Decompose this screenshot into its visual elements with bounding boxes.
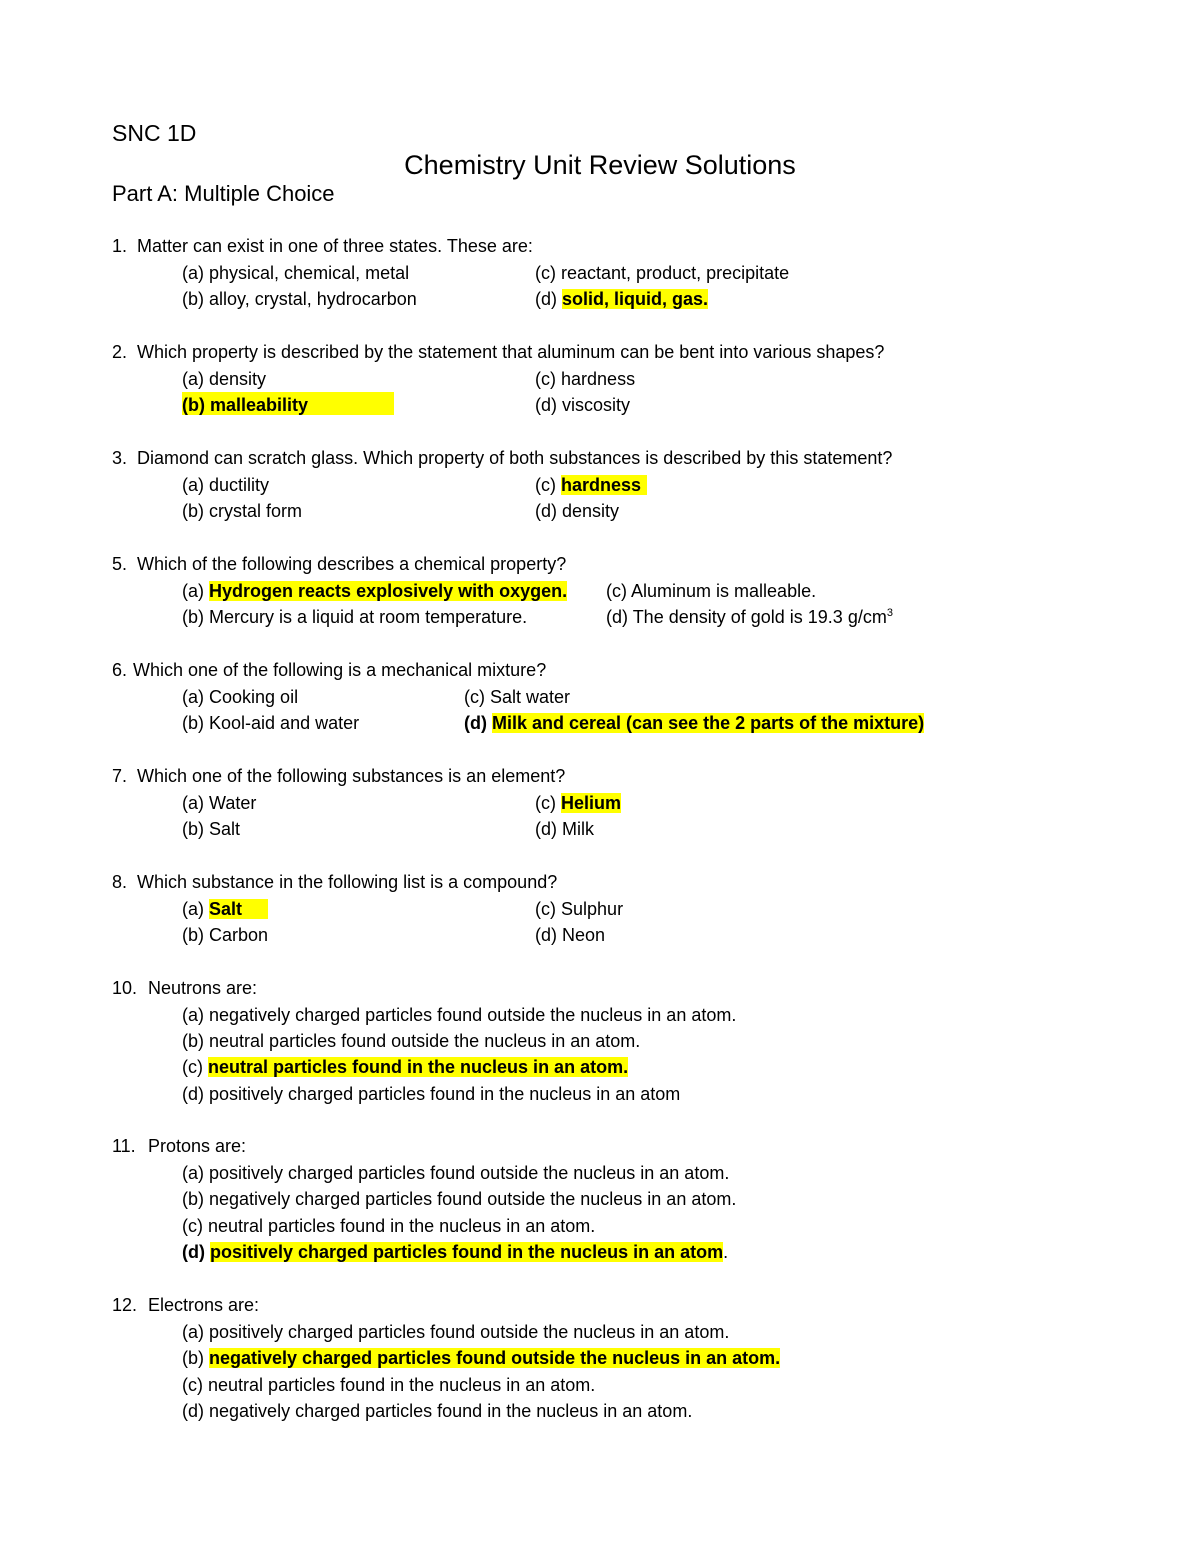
question-text: Electrons are: bbox=[148, 1295, 260, 1315]
option-d: (d) positively charged particles found in the nucleus in an atom bbox=[182, 1084, 681, 1104]
option-b-answer: (b) negatively charged particles found outside the nucleus in an atom. bbox=[182, 1348, 781, 1368]
option-c: (c) Salt water bbox=[464, 687, 571, 707]
option-c: (c) Sulphur bbox=[535, 899, 624, 919]
option-d: (d) negatively charged particles found in the nucleus in an atom. bbox=[182, 1401, 693, 1421]
page-title: Chemistry Unit Review Solutions bbox=[404, 150, 796, 180]
question-number: 2. bbox=[112, 342, 128, 362]
option-d-answer: (d) Milk and cereal (can see the 2 parts of the mixture) bbox=[464, 713, 925, 733]
option-a-answer: (a) Hydrogen reacts explosively with oxygen. bbox=[182, 581, 568, 601]
option-c-answer: (c) hardness bbox=[535, 476, 647, 494]
option-b: (b) alloy, crystal, hydrocarbon bbox=[182, 289, 417, 309]
question-number: 5. bbox=[112, 554, 128, 574]
option-d: (d) density bbox=[535, 501, 620, 521]
question-number: 10. bbox=[112, 978, 138, 998]
question-text: Which one of the following substances is an element? bbox=[137, 766, 566, 786]
option-b: (b) negatively charged particles found outside the nucleus in an atom. bbox=[182, 1189, 737, 1209]
option-c: (c) Aluminum is malleable. bbox=[606, 581, 817, 601]
question-number: 6. bbox=[112, 660, 128, 680]
option-d: (d) Milk bbox=[535, 819, 595, 839]
option-d: (d) Neon bbox=[535, 925, 606, 945]
question-number: 3. bbox=[112, 448, 128, 468]
superscript: 3 bbox=[886, 607, 893, 619]
option-c: (c) reactant, product, precipitate bbox=[535, 263, 790, 283]
option-d-answer: (d) positively charged particles found in the nucleus in an atom. bbox=[182, 1242, 729, 1262]
option-b: (b) Mercury is a liquid at room temperature. bbox=[182, 607, 528, 627]
option-a: (a) positively charged particles found outside the nucleus in an atom. bbox=[182, 1322, 730, 1342]
answer-highlight: Milk and cereal (can see the 2 parts of the mixture) bbox=[492, 713, 925, 733]
option-a: (a) ductility bbox=[182, 475, 270, 495]
answer-highlight: positively charged particles found in the nucleus in an atom bbox=[210, 1242, 724, 1262]
question-text: Which property is described by the statement that aluminum can be bent into various shapes? bbox=[137, 342, 885, 362]
answer-highlight: negatively charged particles found outside the nucleus in an atom. bbox=[209, 1348, 781, 1368]
section-heading: Part A: Multiple Choice bbox=[112, 181, 335, 206]
question-text: Protons are: bbox=[148, 1136, 247, 1156]
answer-highlight: Hydrogen reacts explosively with oxygen. bbox=[209, 581, 568, 601]
option-a: (a) Water bbox=[182, 793, 257, 813]
question-text: Diamond can scratch glass. Which property of both substances is described by this statement? bbox=[137, 448, 893, 468]
option-b: (b) Salt bbox=[182, 819, 241, 839]
option-b: (b) neutral particles found outside the nucleus in an atom. bbox=[182, 1031, 641, 1051]
question-text: Which of the following describes a chemical property? bbox=[137, 554, 567, 574]
answer-highlight: Helium bbox=[561, 793, 622, 813]
option-a: (a) density bbox=[182, 369, 267, 389]
answer-highlight: hardness bbox=[561, 475, 647, 495]
answer-highlight: neutral particles found in the nucleus in an atom. bbox=[208, 1057, 629, 1077]
option-d: (d) The density of gold is 19.3 $g/cm^3$ bbox=[606, 607, 893, 627]
option-b: (b) crystal form bbox=[182, 501, 303, 521]
course-code: SNC 1D bbox=[112, 120, 197, 146]
option-a: (a) negatively charged particles found outside the nucleus in an atom. bbox=[182, 1005, 737, 1025]
option-d-answer: (d) solid, liquid, gas. bbox=[535, 289, 709, 309]
answer-highlight: solid, liquid, gas. bbox=[562, 289, 709, 309]
question-number: 8. bbox=[112, 872, 128, 892]
option-c-answer: (c) Helium bbox=[535, 793, 622, 813]
option-a-answer: (a) Salt bbox=[182, 900, 268, 918]
option-b-answer: (b) malleability bbox=[182, 392, 394, 415]
answer-highlight: malleability bbox=[210, 395, 309, 415]
question-text: Which substance in the following list is a compound? bbox=[137, 872, 558, 892]
question-number: 1. bbox=[112, 236, 128, 256]
option-a: (a) Cooking oil bbox=[182, 687, 299, 707]
option-c: (c) neutral particles found in the nucleus in an atom. bbox=[182, 1375, 596, 1395]
question-number: 11. bbox=[112, 1136, 136, 1156]
option-a: (a) physical, chemical, metal bbox=[182, 263, 410, 283]
question-text: Neutrons are: bbox=[148, 978, 258, 998]
option-d: (d) viscosity bbox=[535, 395, 631, 415]
answer-highlight: Salt bbox=[209, 899, 268, 919]
question-text: Matter can exist in one of three states. These are: bbox=[137, 236, 533, 256]
option-c: (c) hardness bbox=[535, 369, 636, 389]
option-b: (b) Kool-aid and water bbox=[182, 713, 360, 733]
option-a: (a) positively charged particles found outside the nucleus in an atom. bbox=[182, 1163, 730, 1183]
question-number: 7. bbox=[112, 766, 128, 786]
question-text: Which one of the following is a mechanical mixture? bbox=[133, 660, 547, 680]
option-b: (b) Carbon bbox=[182, 925, 269, 945]
option-c-answer: (c) neutral particles found in the nucleus in an atom. bbox=[182, 1057, 629, 1077]
option-c: (c) neutral particles found in the nucleus in an atom. bbox=[182, 1216, 596, 1236]
question-number: 12. bbox=[112, 1295, 138, 1315]
